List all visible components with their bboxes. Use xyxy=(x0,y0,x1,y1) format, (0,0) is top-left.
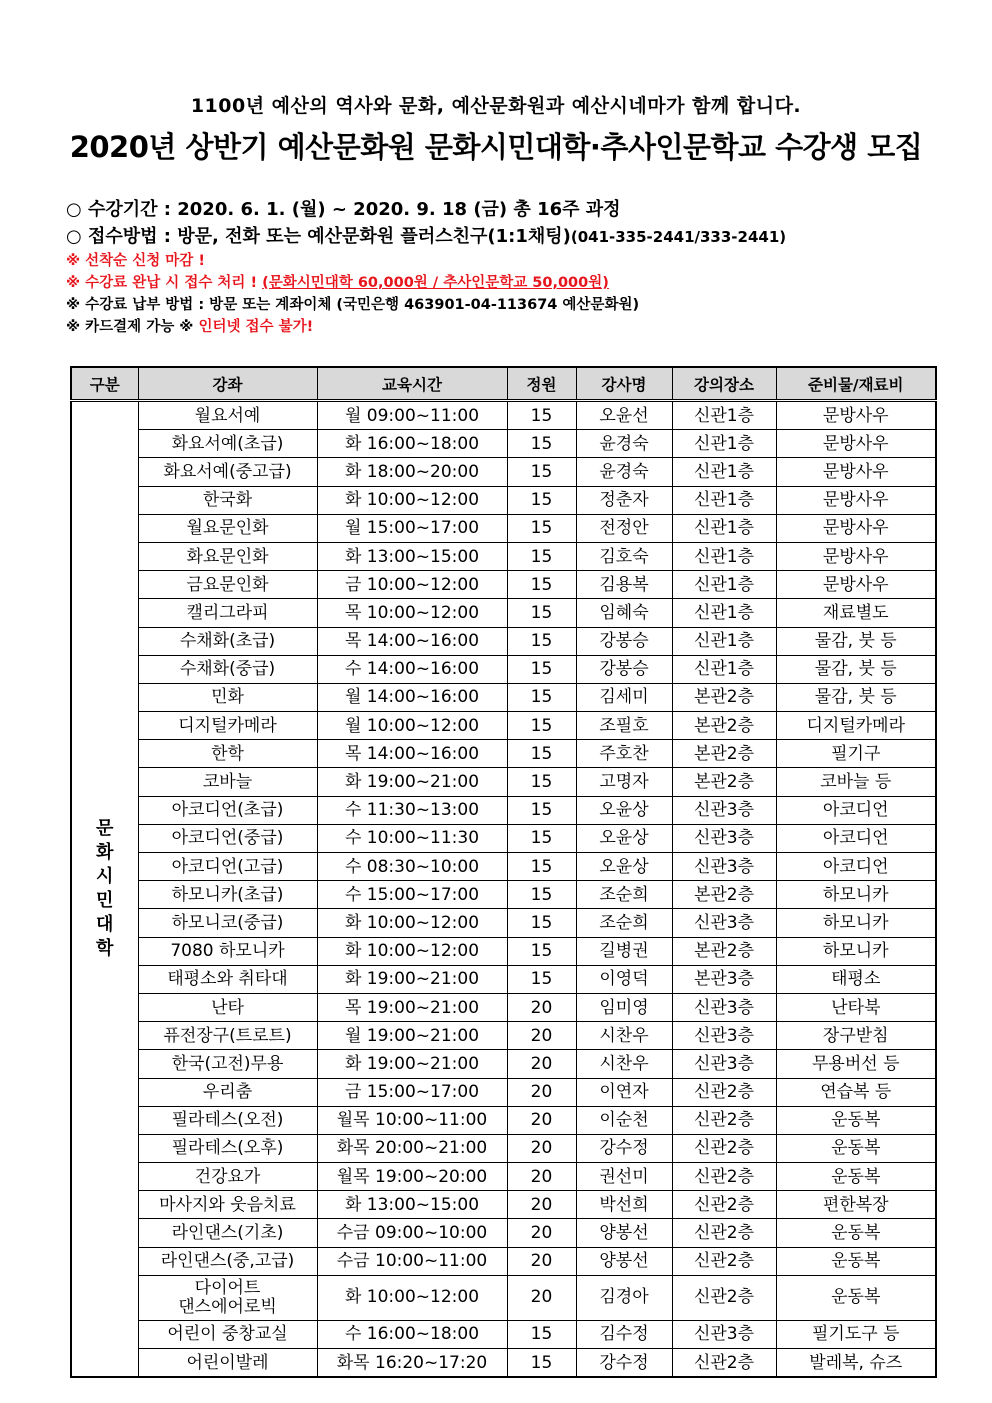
instructor: 전정안 xyxy=(576,514,672,542)
table-row xyxy=(71,458,936,486)
instructor: 오윤상 xyxy=(576,824,672,852)
capacity: 15 xyxy=(507,881,576,909)
instructor: 강수정 xyxy=(576,1349,672,1378)
location: 신관1층 xyxy=(672,514,776,542)
location: 신관1층 xyxy=(672,599,776,627)
location: 신관2층 xyxy=(672,1275,776,1320)
materials: 문방사우 xyxy=(776,430,936,458)
schedule: 수 15:00~17:00 xyxy=(317,881,507,909)
materials: 운동복 xyxy=(776,1163,936,1191)
table-row xyxy=(71,740,936,768)
table-row xyxy=(71,1191,936,1219)
instructor: 이순천 xyxy=(576,1106,672,1134)
schedule: 월 14:00~16:00 xyxy=(317,683,507,711)
note-fee-amounts: (문화시민대학 60,000원 / 추사인문학교 50,000원) xyxy=(262,275,609,291)
instructor: 권선미 xyxy=(576,1163,672,1191)
capacity: 15 xyxy=(507,965,576,993)
course-name: 한학 xyxy=(138,740,317,768)
location: 신관2층 xyxy=(672,1219,776,1247)
table-row xyxy=(71,1022,936,1050)
instructor: 김세미 xyxy=(576,683,672,711)
materials: 운동복 xyxy=(776,1247,936,1275)
instructor: 윤경숙 xyxy=(576,430,672,458)
table-row xyxy=(71,712,936,740)
capacity: 15 xyxy=(507,486,576,514)
schedule: 수금 10:00~11:00 xyxy=(317,1247,507,1275)
schedule: 화 10:00~12:00 xyxy=(317,1275,507,1320)
course-name: 민화 xyxy=(138,683,317,711)
course-name: 화요서예(초급) xyxy=(138,430,317,458)
course-table xyxy=(70,366,937,1378)
page-subtitle: 1100년 예산의 역사와 문화, 예산문화원과 예산시네마가 함께 합니다. xyxy=(190,95,802,117)
instructor: 오윤선 xyxy=(576,401,672,430)
method-line xyxy=(66,223,946,250)
table-row xyxy=(71,1247,936,1275)
location: 신관1층 xyxy=(672,430,776,458)
materials: 하모니카 xyxy=(776,881,936,909)
note-payment: ※ 수강료 납부 방법 : 방문 또는 계좌이체 (국민은행 463901-04-113674 예산문화원) xyxy=(66,297,640,313)
instructor: 조순희 xyxy=(576,881,672,909)
note-fee-text: ※ 수강료 완납 시 접수 처리 ! xyxy=(66,275,263,291)
table-row xyxy=(71,430,936,458)
schedule: 목 14:00~16:00 xyxy=(317,627,507,655)
location: 신관3층 xyxy=(672,853,776,881)
location: 신관3층 xyxy=(672,1050,776,1078)
capacity: 20 xyxy=(507,1022,576,1050)
instructor: 주호찬 xyxy=(576,740,672,768)
materials: 하모니카 xyxy=(776,937,936,965)
materials: 필기구 xyxy=(776,740,936,768)
capacity: 15 xyxy=(507,824,576,852)
materials: 난타북 xyxy=(776,993,936,1021)
instructor: 임혜숙 xyxy=(576,599,672,627)
location: 신관1층 xyxy=(672,542,776,570)
instructor: 길병권 xyxy=(576,937,672,965)
schedule: 화 16:00~18:00 xyxy=(317,430,507,458)
capacity: 20 xyxy=(507,1163,576,1191)
course-name: 태평소와 취타대 xyxy=(138,965,317,993)
schedule: 월 19:00~21:00 xyxy=(317,1022,507,1050)
schedule: 목 19:00~21:00 xyxy=(317,993,507,1021)
capacity: 15 xyxy=(507,430,576,458)
table-row xyxy=(71,514,936,542)
schedule: 화 13:00~15:00 xyxy=(317,1191,507,1219)
capacity: 20 xyxy=(507,1106,576,1134)
materials: 하모니카 xyxy=(776,909,936,937)
instructor: 시찬우 xyxy=(576,1050,672,1078)
course-name: 한국화 xyxy=(138,486,317,514)
course-name: 다이어트 댄스에어로빅 xyxy=(138,1275,317,1320)
schedule: 월목 10:00~11:00 xyxy=(317,1106,507,1134)
instructor: 강수정 xyxy=(576,1134,672,1162)
location: 신관1층 xyxy=(672,627,776,655)
location: 신관2층 xyxy=(672,1247,776,1275)
course-name: 필라테스(오후) xyxy=(138,1134,317,1162)
instructor: 이영덕 xyxy=(576,965,672,993)
course-name: 난타 xyxy=(138,993,317,1021)
materials: 발레복, 슈즈 xyxy=(776,1349,936,1378)
instructor: 조필호 xyxy=(576,712,672,740)
col-materials-header: 준비물/재료비 xyxy=(776,367,936,401)
col-capacity-header: 정원 xyxy=(507,367,576,401)
capacity: 20 xyxy=(507,993,576,1021)
course-name: 하모니카(초급) xyxy=(138,881,317,909)
instructor: 시찬우 xyxy=(576,1022,672,1050)
materials: 문방사우 xyxy=(776,571,936,599)
course-name: 7080 하모니카 xyxy=(138,937,317,965)
materials: 코바늘 등 xyxy=(776,768,936,796)
schedule: 금 10:00~12:00 xyxy=(317,571,507,599)
table-row xyxy=(71,627,936,655)
location: 신관3층 xyxy=(672,824,776,852)
note-first-come: ※ 선착순 신청 마감 ! xyxy=(66,253,205,269)
schedule: 화 19:00~21:00 xyxy=(317,965,507,993)
capacity: 15 xyxy=(507,655,576,683)
schedule: 화 19:00~21:00 xyxy=(317,768,507,796)
location: 신관3층 xyxy=(672,909,776,937)
capacity: 15 xyxy=(507,909,576,937)
schedule: 월목 19:00~20:00 xyxy=(317,1163,507,1191)
materials: 재료별도 xyxy=(776,599,936,627)
capacity: 15 xyxy=(507,768,576,796)
table-row xyxy=(71,796,936,824)
schedule: 월 09:00~11:00 xyxy=(317,401,507,430)
course-name: 아코디언(중급) xyxy=(138,824,317,852)
capacity: 15 xyxy=(507,712,576,740)
table-row xyxy=(71,853,936,881)
instructor: 김경아 xyxy=(576,1275,672,1320)
category-char: 화 xyxy=(96,842,114,864)
instructor: 이연자 xyxy=(576,1078,672,1106)
location: 신관1층 xyxy=(672,655,776,683)
instructor: 정춘자 xyxy=(576,486,672,514)
table-row xyxy=(71,655,936,683)
col-instructor-header: 강사명 xyxy=(576,367,672,401)
category-char: 학 xyxy=(96,938,114,960)
capacity: 15 xyxy=(507,599,576,627)
location: 신관1층 xyxy=(672,458,776,486)
table-row xyxy=(71,486,936,514)
capacity: 15 xyxy=(507,1320,576,1348)
course-name: 캘리그라피 xyxy=(138,599,317,627)
col-course-header: 강좌 xyxy=(138,367,317,401)
schedule: 월 10:00~12:00 xyxy=(317,712,507,740)
instructor: 오윤상 xyxy=(576,853,672,881)
schedule: 수 08:30~10:00 xyxy=(317,853,507,881)
instructor: 양봉선 xyxy=(576,1219,672,1247)
location: 신관2층 xyxy=(672,1078,776,1106)
category-char: 대 xyxy=(96,914,114,936)
schedule: 월 15:00~17:00 xyxy=(317,514,507,542)
course-name: 한국(고전)무용 xyxy=(138,1050,317,1078)
category-char: 문 xyxy=(96,818,114,840)
materials: 아코디언 xyxy=(776,853,936,881)
capacity: 20 xyxy=(507,1191,576,1219)
location: 신관2층 xyxy=(672,1191,776,1219)
course-name: 라인댄스(중,고급) xyxy=(138,1247,317,1275)
course-name: 필라테스(오전) xyxy=(138,1106,317,1134)
table-row xyxy=(71,768,936,796)
table-row xyxy=(71,1078,936,1106)
period-line: ○ 수강기간 : 2020. 6. 1. (월) ~ 2020. 9. 18 (금) 총 16주 과정 xyxy=(66,199,621,220)
course-name: 건강요가 xyxy=(138,1163,317,1191)
materials: 아코디언 xyxy=(776,824,936,852)
course-name: 월요서예 xyxy=(138,401,317,430)
course-name: 수채화(중급) xyxy=(138,655,317,683)
instructor: 윤경숙 xyxy=(576,458,672,486)
capacity: 20 xyxy=(507,1050,576,1078)
schedule: 수 16:00~18:00 xyxy=(317,1320,507,1348)
course-name: 퓨전장구(트로트) xyxy=(138,1022,317,1050)
schedule: 수금 09:00~10:00 xyxy=(317,1219,507,1247)
location: 본관2층 xyxy=(672,881,776,909)
location: 본관2층 xyxy=(672,768,776,796)
capacity: 15 xyxy=(507,571,576,599)
course-name: 하모니코(중급) xyxy=(138,909,317,937)
course-name: 어린이발레 xyxy=(138,1349,317,1378)
instructor: 강봉승 xyxy=(576,655,672,683)
course-name: 금요문인화 xyxy=(138,571,317,599)
materials: 편한복장 xyxy=(776,1191,936,1219)
instructor: 조순희 xyxy=(576,909,672,937)
col-category-header: 구분 xyxy=(71,367,138,401)
table-row xyxy=(71,683,936,711)
course-name: 코바늘 xyxy=(138,768,317,796)
table-row xyxy=(71,937,936,965)
location: 신관3층 xyxy=(672,1022,776,1050)
capacity: 15 xyxy=(507,853,576,881)
schedule: 목 14:00~16:00 xyxy=(317,740,507,768)
col-location-header: 강의장소 xyxy=(672,367,776,401)
materials: 운동복 xyxy=(776,1134,936,1162)
table-row xyxy=(71,1349,936,1378)
schedule: 수 11:30~13:00 xyxy=(317,796,507,824)
table-row xyxy=(71,881,936,909)
course-name: 어린이 중창교실 xyxy=(138,1320,317,1348)
course-name: 디지털카메라 xyxy=(138,712,317,740)
location: 신관3층 xyxy=(672,993,776,1021)
instructor: 임미영 xyxy=(576,993,672,1021)
materials: 문방사우 xyxy=(776,542,936,570)
schedule: 화 13:00~15:00 xyxy=(317,542,507,570)
instructor: 오윤상 xyxy=(576,796,672,824)
category-char: 시 xyxy=(96,866,114,888)
materials: 문방사우 xyxy=(776,458,936,486)
course-name: 월요문인화 xyxy=(138,514,317,542)
schedule: 수 10:00~11:30 xyxy=(317,824,507,852)
capacity: 15 xyxy=(507,1349,576,1378)
location: 신관1층 xyxy=(672,401,776,430)
table-row xyxy=(71,993,936,1021)
page-title: 2020년 상반기 예산문화원 문화시민대학·추사인문학교 수강생 모집 xyxy=(69,130,923,164)
location: 본관2층 xyxy=(672,740,776,768)
course-name: 수채화(초급) xyxy=(138,627,317,655)
capacity: 15 xyxy=(507,937,576,965)
schedule: 화 10:00~12:00 xyxy=(317,937,507,965)
method-phone: (041-335-2441/333-2441) xyxy=(570,228,787,246)
table-row xyxy=(71,1134,936,1162)
course-name: 화요문인화 xyxy=(138,542,317,570)
materials: 무용버선 등 xyxy=(776,1050,936,1078)
table-row xyxy=(71,1219,936,1247)
table-row xyxy=(71,571,936,599)
category-char: 민 xyxy=(96,890,114,912)
table-row xyxy=(71,909,936,937)
course-name: 마사지와 웃음치료 xyxy=(138,1191,317,1219)
schedule: 화 10:00~12:00 xyxy=(317,909,507,937)
instructor: 김수정 xyxy=(576,1320,672,1348)
schedule: 화목 16:20~17:20 xyxy=(317,1349,507,1378)
location: 본관2층 xyxy=(672,683,776,711)
location: 본관2층 xyxy=(672,937,776,965)
materials: 물감, 붓 등 xyxy=(776,655,936,683)
method-main: ○ 접수방법 : 방문, 전화 또는 예산문화원 플러스친구(1:1채팅) xyxy=(66,226,571,247)
schedule: 금 15:00~17:00 xyxy=(317,1078,507,1106)
table-body xyxy=(71,401,936,1378)
table-row xyxy=(71,1320,936,1348)
instructor: 김용복 xyxy=(576,571,672,599)
schedule: 화 19:00~21:00 xyxy=(317,1050,507,1078)
capacity: 15 xyxy=(507,458,576,486)
capacity: 20 xyxy=(507,1134,576,1162)
capacity: 20 xyxy=(507,1247,576,1275)
note-card xyxy=(66,316,946,338)
note-fee xyxy=(66,272,946,294)
materials: 문방사우 xyxy=(776,514,936,542)
schedule: 화 18:00~20:00 xyxy=(317,458,507,486)
course-name: 아코디언(고급) xyxy=(138,853,317,881)
instructor: 김호숙 xyxy=(576,542,672,570)
table-row xyxy=(71,1050,936,1078)
capacity: 15 xyxy=(507,683,576,711)
materials: 운동복 xyxy=(776,1106,936,1134)
location: 신관1층 xyxy=(672,571,776,599)
table-row xyxy=(71,1163,936,1191)
category-cell xyxy=(71,401,138,1378)
note-no-internet: 인터넷 접수 불가! xyxy=(198,319,314,335)
capacity: 15 xyxy=(507,740,576,768)
table-row xyxy=(71,1106,936,1134)
materials: 디지털카메라 xyxy=(776,712,936,740)
table-header-row xyxy=(71,367,936,401)
schedule: 화목 20:00~21:00 xyxy=(317,1134,507,1162)
info-section xyxy=(66,196,946,338)
course-name: 아코디언(초급) xyxy=(138,796,317,824)
materials: 장구받침 xyxy=(776,1022,936,1050)
location: 신관3층 xyxy=(672,1320,776,1348)
capacity: 15 xyxy=(507,542,576,570)
capacity: 20 xyxy=(507,1219,576,1247)
location: 신관1층 xyxy=(672,486,776,514)
materials: 운동복 xyxy=(776,1219,936,1247)
table-row xyxy=(71,401,936,430)
materials: 운동복 xyxy=(776,1275,936,1320)
table-row xyxy=(71,965,936,993)
location: 본관2층 xyxy=(672,712,776,740)
instructor: 박선희 xyxy=(576,1191,672,1219)
instructor: 강봉승 xyxy=(576,627,672,655)
course-name: 화요서예(중고급) xyxy=(138,458,317,486)
col-time-header: 교육시간 xyxy=(317,367,507,401)
location: 신관2층 xyxy=(672,1163,776,1191)
materials: 아코디언 xyxy=(776,796,936,824)
capacity: 20 xyxy=(507,1275,576,1320)
capacity: 15 xyxy=(507,514,576,542)
location: 신관3층 xyxy=(672,796,776,824)
table-row xyxy=(71,824,936,852)
materials: 태평소 xyxy=(776,965,936,993)
materials: 물감, 붓 등 xyxy=(776,683,936,711)
schedule: 화 10:00~12:00 xyxy=(317,486,507,514)
location: 신관2층 xyxy=(672,1134,776,1162)
capacity: 15 xyxy=(507,796,576,824)
course-name: 라인댄스(기초) xyxy=(138,1219,317,1247)
instructor: 양봉선 xyxy=(576,1247,672,1275)
materials: 연습복 등 xyxy=(776,1078,936,1106)
schedule: 수 14:00~16:00 xyxy=(317,655,507,683)
materials: 문방사우 xyxy=(776,486,936,514)
materials: 필기도구 등 xyxy=(776,1320,936,1348)
location: 본관3층 xyxy=(672,965,776,993)
location: 신관2층 xyxy=(672,1349,776,1378)
table-row xyxy=(71,599,936,627)
capacity: 15 xyxy=(507,401,576,430)
table-row xyxy=(71,1275,936,1320)
capacity: 20 xyxy=(507,1078,576,1106)
capacity: 15 xyxy=(507,627,576,655)
instructor: 고명자 xyxy=(576,768,672,796)
table-row xyxy=(71,542,936,570)
course-name: 우리춤 xyxy=(138,1078,317,1106)
materials: 문방사우 xyxy=(776,401,936,430)
materials: 물감, 붓 등 xyxy=(776,627,936,655)
schedule: 목 10:00~12:00 xyxy=(317,599,507,627)
location: 신관2층 xyxy=(672,1106,776,1134)
note-card-text: ※ 카드결제 가능 ※ xyxy=(66,319,199,335)
